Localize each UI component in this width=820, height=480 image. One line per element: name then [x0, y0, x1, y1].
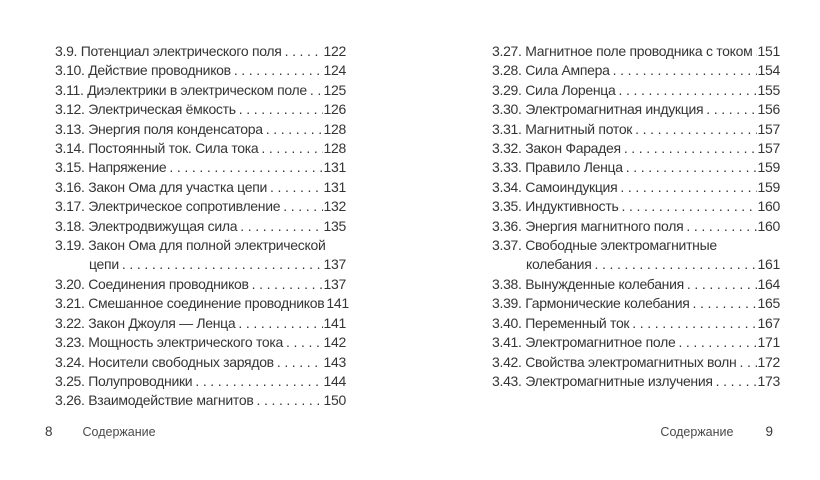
toc-entry-page: 156: [757, 101, 780, 118]
toc-entry[interactable]: [492, 294, 780, 313]
toc-entry-label: 3.18. Электродвижущая сила: [55, 217, 238, 234]
dot-leader: [120, 255, 323, 274]
dot-leader: [624, 158, 757, 177]
toc-entry[interactable]: [492, 236, 780, 275]
dot-leader: [232, 61, 323, 80]
toc-entry-label: 3.35. Индуктивность: [492, 198, 619, 215]
toc-entry-page: 172: [757, 353, 780, 370]
toc-entry-label: 3.26. Взаимодействие магнитов: [55, 392, 254, 409]
dot-leader: [167, 158, 322, 177]
toc-entry[interactable]: [55, 275, 346, 294]
toc-entry[interactable]: [55, 372, 346, 391]
toc-entry-page: 155: [757, 81, 780, 98]
toc-entry-page: 137: [323, 275, 346, 292]
dot-leader: [753, 42, 756, 61]
toc-entry-label: 3.27. Магнитное поле проводника с током: [492, 43, 753, 59]
dot-leader: [714, 372, 757, 391]
toc-entry-page: 159: [757, 159, 780, 176]
toc-entry-page: 157: [757, 140, 780, 157]
toc-entry[interactable]: [492, 197, 780, 216]
dot-leader: [630, 314, 756, 333]
toc-entry[interactable]: [492, 81, 780, 100]
footer-right: [660, 424, 773, 439]
dot-leader: [622, 139, 757, 158]
toc-entry-page: 160: [757, 217, 780, 234]
toc-entry-label: 3.39. Гармонические колебания: [492, 295, 690, 312]
toc-entry-page: 128: [323, 120, 346, 137]
toc-entry-label: 3.16. Закон Ома для участка цепи: [55, 178, 268, 195]
toc-entry-label: 3.32. Закон Фарадея: [492, 140, 621, 157]
toc-entry-label: 3.23. Мощность электрического тока: [55, 334, 284, 351]
toc-entry-page: 135: [323, 217, 346, 234]
toc-entry[interactable]: [492, 100, 780, 119]
toc-entry[interactable]: [492, 353, 780, 372]
toc-entry-page: 125: [323, 81, 346, 98]
toc-entry-page: 141: [326, 295, 349, 312]
toc-entry-label: 3.13. Энергия поля конденсатора: [55, 120, 263, 137]
toc-entry-page: 151: [757, 43, 780, 59]
toc-entry-label: 3.31. Магнитный поток: [492, 120, 633, 137]
toc-entry-label: 3.37. Свободные электромагнитные: [492, 237, 717, 254]
toc-entry[interactable]: [55, 61, 346, 80]
dot-leader: [237, 100, 323, 119]
toc-entry-page: 143: [323, 353, 346, 370]
toc-entry-page: 173: [757, 372, 780, 389]
toc-entry[interactable]: [492, 372, 780, 391]
toc-entry-page: 171: [757, 334, 780, 351]
toc-entry-page: 131: [323, 159, 346, 176]
toc-entry-page: 132: [323, 198, 346, 215]
footer-label-left: Содержание: [82, 425, 156, 439]
dot-leader: [737, 353, 756, 372]
toc-entry[interactable]: [55, 158, 346, 177]
toc-entry-label: 3.19. Закон Ома для полной электрической: [55, 237, 326, 254]
dot-leader: [308, 81, 323, 100]
toc-entry[interactable]: [55, 294, 349, 313]
toc-entry-page: 122: [323, 43, 346, 59]
toc-entry[interactable]: [492, 314, 780, 333]
toc-entry-page: 165: [757, 295, 780, 312]
dot-leader: [685, 275, 757, 294]
toc-entry-page: 157: [757, 120, 780, 137]
toc-entry[interactable]: [492, 42, 780, 61]
toc-entry-label: 3.22. Закон Джоуля — Ленца: [55, 314, 236, 331]
toc-entry-label: 3.42. Свойства электромагнитных волн: [492, 353, 737, 370]
dot-leader: [193, 372, 322, 391]
dot-leader: [617, 81, 757, 100]
toc-entry-label: 3.21. Смешанное соединение проводников: [55, 295, 325, 312]
toc-entry-label: 3.33. Правило Ленца: [492, 159, 623, 176]
toc-entry[interactable]: [55, 100, 346, 119]
toc-column-left: [55, 42, 349, 411]
dot-leader: [592, 255, 756, 274]
footer-label-right: Содержание: [660, 425, 734, 439]
toc-entry[interactable]: [55, 314, 346, 333]
dot-leader: [691, 294, 757, 313]
toc-entry[interactable]: [55, 217, 346, 236]
toc-entry[interactable]: [55, 81, 346, 100]
toc-entry-label: 3.28. Сила Ампера: [492, 62, 610, 79]
toc-entry[interactable]: [492, 61, 780, 80]
toc-entry[interactable]: [55, 139, 346, 158]
toc-entry-label: 3.38. Вынужденные колебания: [492, 275, 684, 292]
toc-entry-page: 131: [323, 178, 346, 195]
dot-leader: [611, 61, 757, 80]
toc-entry-label: 3.12. Электрическая ёмкость: [55, 101, 236, 118]
toc-entry[interactable]: [55, 42, 346, 61]
toc-column-right: [492, 42, 780, 391]
toc-entry[interactable]: [492, 275, 780, 294]
toc-entry[interactable]: [55, 178, 346, 197]
dot-leader: [236, 314, 322, 333]
toc-entry-page: 164: [757, 275, 780, 292]
dot-leader: [259, 139, 322, 158]
dot-leader: [254, 391, 322, 410]
toc-entry[interactable]: [55, 353, 346, 372]
toc-entry[interactable]: [55, 236, 346, 275]
toc-entry-label: 3.20. Соединения проводников: [55, 275, 249, 292]
dot-leader: [633, 120, 756, 139]
toc-entry-label: 3.17. Электрическое сопротивление: [55, 198, 281, 215]
toc-entry[interactable]: [55, 120, 346, 139]
dot-leader: [283, 42, 323, 61]
dot-leader: [250, 275, 323, 294]
page-number-left: 8: [45, 424, 53, 439]
toc-entry-label: 3.24. Носители свободных зарядов: [55, 353, 274, 370]
dot-leader: [704, 100, 756, 119]
toc-entry-label: 3.25. Полупроводники: [55, 372, 193, 389]
toc-entry-label: 3.43. Электромагнитные излучения: [492, 372, 713, 389]
toc-entry-label-wrap: колебания: [526, 256, 592, 273]
toc-entry-label-wrap: цепи: [89, 256, 119, 273]
dot-leader: [618, 178, 756, 197]
toc-entry-page: 124: [323, 62, 346, 79]
dot-leader: [268, 178, 323, 197]
toc-entry-label: 3.41. Электромагнитное поле: [492, 334, 676, 351]
toc-entry-label: 3.14. Постоянный ток. Сила тока: [55, 140, 259, 157]
toc-entry-page: 137: [323, 256, 346, 273]
toc-entry-label: 3.36. Энергия магнитного поля: [492, 217, 684, 234]
toc-entry-label: 3.40. Переменный ток: [492, 314, 630, 331]
toc-entry[interactable]: [55, 333, 346, 352]
toc-entry-page: 142: [323, 334, 346, 351]
toc-entry[interactable]: [492, 178, 780, 197]
toc-entry-page: 167: [757, 314, 780, 331]
dot-leader: [281, 197, 322, 216]
footer-left: [45, 424, 156, 439]
toc-entry-label: 3.30. Электромагнитная индукция: [492, 101, 704, 118]
toc-entry-label: 3.9. Потенциал электрического поля: [55, 43, 282, 59]
dot-leader: [684, 217, 756, 236]
toc-entry-page: 141: [323, 314, 346, 331]
toc-entry-page: 128: [323, 140, 346, 157]
toc-entry-page: 159: [757, 178, 780, 195]
dot-leader: [284, 333, 322, 352]
toc-entry-label: 3.34. Самоиндукция: [492, 178, 618, 195]
toc-entry-page: 144: [323, 372, 346, 389]
dot-leader: [676, 333, 756, 352]
dot-leader: [275, 353, 323, 372]
dot-leader: [619, 197, 756, 216]
toc-entry-page: 154: [757, 62, 780, 79]
page-number-right: 9: [765, 424, 773, 439]
toc-entry[interactable]: [492, 158, 780, 177]
toc-entry-page: 161: [757, 256, 780, 273]
toc-entry-page: 160: [757, 198, 780, 215]
toc-entry[interactable]: [492, 139, 780, 158]
toc-entry[interactable]: [492, 333, 780, 352]
toc-entry-page: 126: [323, 101, 346, 118]
toc-entry-label: 3.29. Сила Лоренца: [492, 81, 616, 98]
toc-entry-label: 3.10. Действие проводников: [55, 62, 231, 79]
toc-entry-label: 3.11. Диэлектрики в электрическом поле: [55, 81, 307, 98]
toc-entry[interactable]: [55, 197, 346, 216]
dot-leader: [264, 120, 323, 139]
toc-entry-label: 3.15. Напряжение: [55, 159, 167, 176]
toc-entry[interactable]: [492, 120, 780, 139]
toc-entry-page: 150: [323, 392, 346, 409]
toc-entry[interactable]: [492, 217, 780, 236]
dot-leader: [238, 217, 322, 236]
toc-entry[interactable]: [55, 391, 346, 410]
